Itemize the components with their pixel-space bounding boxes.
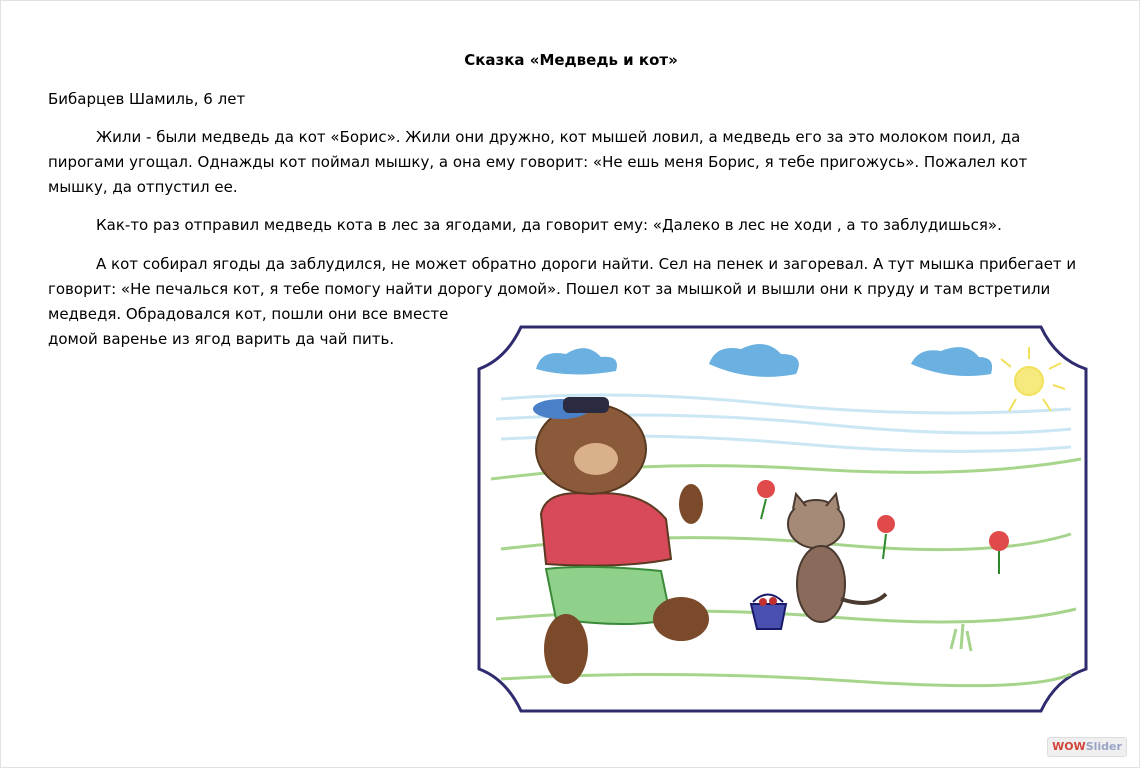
story-paragraph-3: А кот собирал ягоды да заблудился, не может обратно дороги найти. Сел на пенек и загоревал. А тут мышка прибегает и говорит: «Не печалься кот, я тебе помогу найти дорогу домой». Пошел кот за мышкой и вышли они к пруду и там встретили: [48, 255, 1077, 298]
children-drawing-illustration: [471, 319, 1091, 719]
story-paragraph-1: Жили - были медведь да кот «Борис». Жили они дружно, кот мышей ловил, а медведь его за это молоком поил, да пирогами угощал. Однажды кот поймал мышку, а она ему говорит: «Не ешь меня Борис, я тебе пригожусь». Пожалел кот мышку, да отпустил ее.: [48, 128, 1028, 196]
story-paragraph-3-continued-1: медведя. Обрадовался кот, пошли они все вместе: [48, 305, 449, 323]
story-title: Сказка «Медведь и кот»: [464, 51, 678, 69]
watermark-part-2: Slider: [1085, 740, 1122, 753]
story-paragraph-3-continued-2: домой варенье из ягод варить да чай пить.: [48, 330, 395, 348]
story-paragraph-2: Как-то раз отправил медведь кота в лес за ягодами, да говорит ему: «Далеко в лес не ходи , а то заблудишься».: [96, 216, 1002, 234]
story-author: Бибарцев Шамиль, 6 лет: [48, 90, 246, 108]
watermark-part-1: WOW: [1052, 740, 1086, 753]
wowslider-watermark[interactable]: [1047, 737, 1127, 757]
